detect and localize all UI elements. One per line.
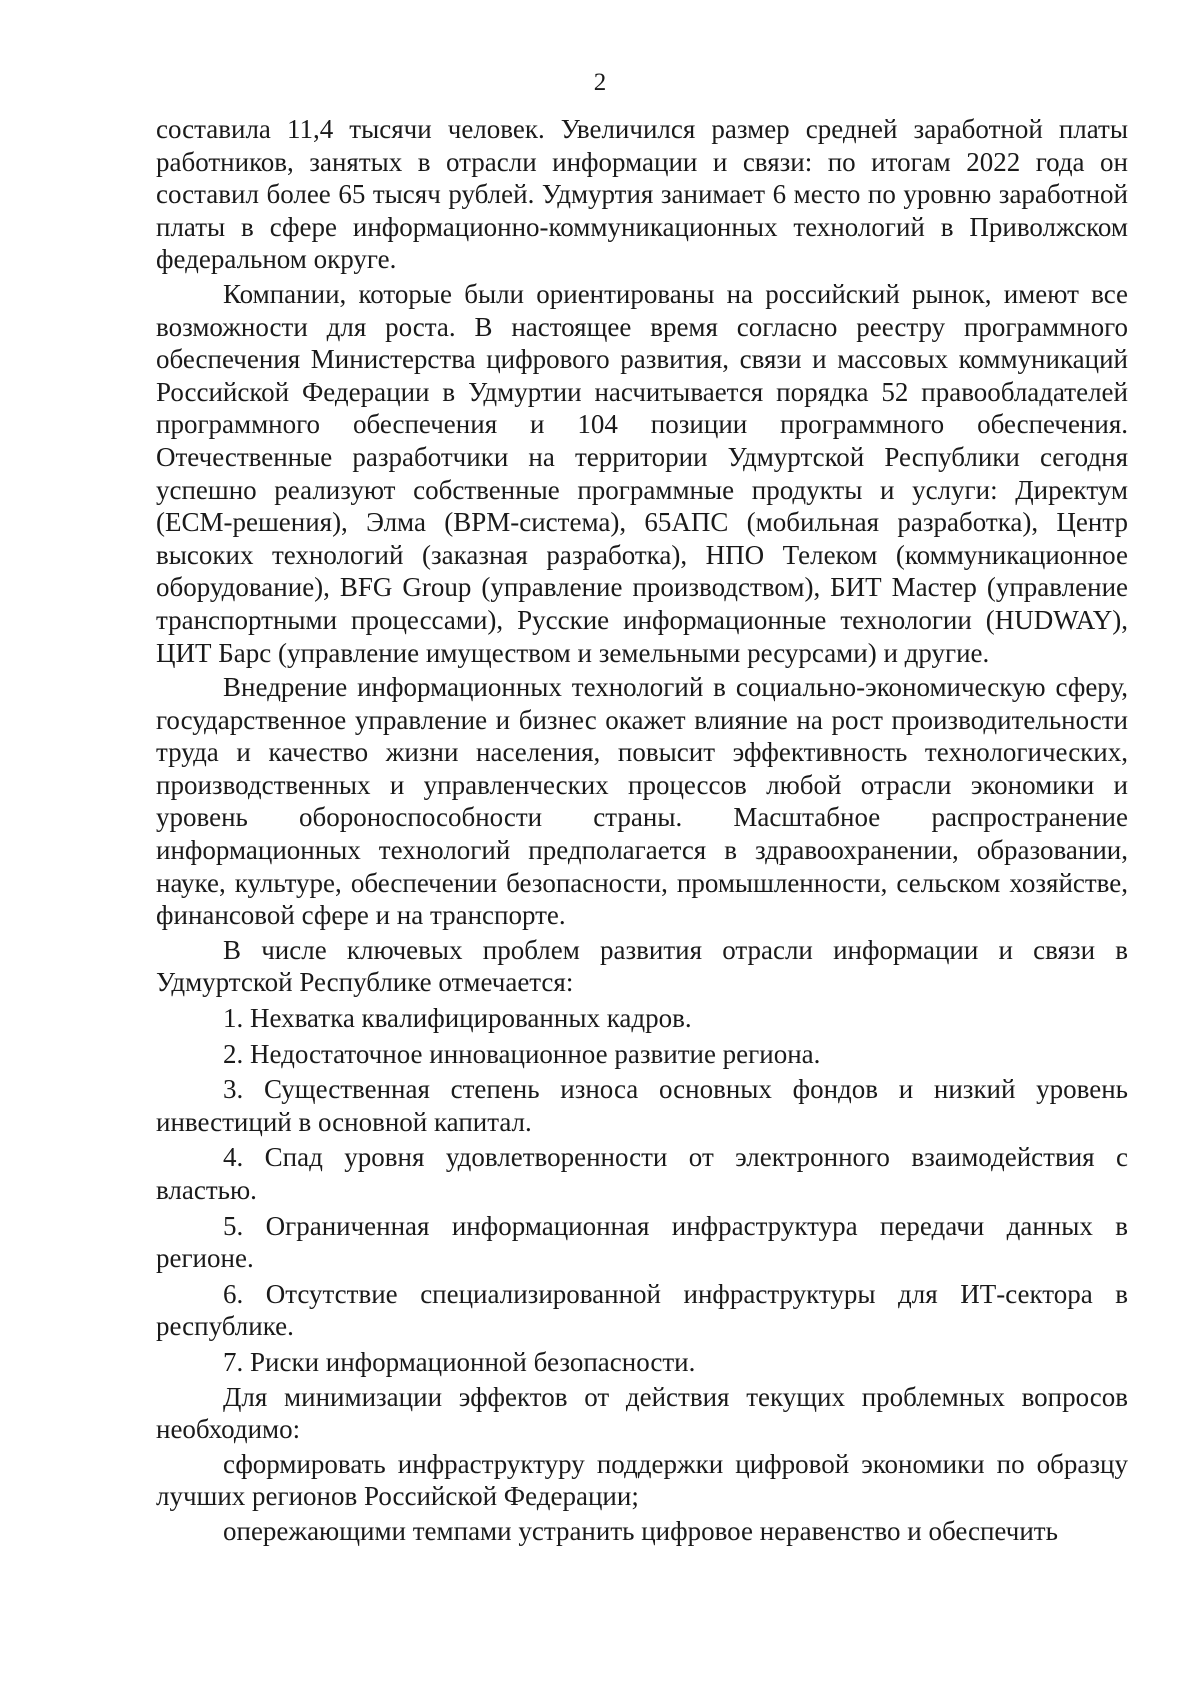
problem-list-item-5: 5. Ограниченная информационная инфраструктура передачи данных в регионе. <box>156 1210 1128 1274</box>
problem-list-item-1: 1. Нехватка квалифицированных кадров. <box>223 1003 692 1034</box>
paragraph-it-implementation: Внедрение информационных технологий в социально-экономическую сферу, государственное управление и бизнес окажет влияние на рост производительности труда и качество жизни населения, повысит эффективность технологических, производственных и управленческих процессов любой отрасли экономики и уровень обороноспособности страны. Масштабное распространение информационных технологий предполагается в здравоохранении, образовании, науке, культуре, обеспечении безопасности, промышленности, сельском хозяйстве, финансовой сфере и на транспорте. <box>156 672 1128 931</box>
document-body <box>156 113 1128 1548</box>
paragraph-minimization-intro: Для минимизации эффектов от действия текущих проблемных вопросов необходимо: <box>156 1381 1128 1445</box>
paragraph-digital-infrastructure: сформировать инфраструктуру поддержки цифровой экономики по образцу лучших регионов Российской Федерации; <box>156 1448 1128 1512</box>
problem-list-item-4: 4. Спад уровня удовлетворенности от электронного взаимодействия с властью. <box>156 1142 1128 1205</box>
problem-list-item-2: 2. Недостаточное инновационное развитие региона. <box>223 1038 821 1069</box>
problem-list-item-7: 7. Риски информационной безопасности. <box>223 1346 696 1377</box>
problem-list-item-3: 3. Существенная степень износа основных фондов и низкий уровень инвестиций в основной капитал. <box>156 1074 1128 1137</box>
paragraph-it-employment: составила 11,4 тысячи человек. Увеличился размер средней заработной платы работников, занятых в отрасли информации и связи: по итогам 2022 года он составил более 65 тысяч рублей. Удмуртия занимает 6 место по уровню заработной платы в сфере информационно-коммуникационных технологий в Приволжском федеральном округе. <box>156 114 1128 275</box>
problem-list-item-6: 6. Отсутствие специализированной инфраструктуры для ИТ-сектора в республике. <box>156 1278 1128 1342</box>
paragraph-key-problems-intro: В числе ключевых проблем развития отрасли информации и связи в Удмуртской Республике отмечается: <box>156 934 1128 998</box>
paragraph-digital-inequality: опережающими темпами устранить цифровое неравенство и обеспечить <box>223 1515 1058 1546</box>
page-number: 2 <box>593 69 607 96</box>
paragraph-companies: Компании, которые были ориентированы на российский рынок, имеют все возможности для роста. В настоящее время согласно реестру программного обеспечения Министерства цифрового развития, связи и массовых коммуникаций Российской Федерации в Удмуртии насчитывается порядка 52 правообладателей программного обеспечения и 104 позиции программного обеспечения. Отечественные разработчики на территории Удмуртской Республики сегодня успешно реализуют собственные программные продукты и услуги: Директум (ЕСМ-решения), Элма (ВРМ-система), 65АПС (мобильная разработка), Центр высоких технологий (заказная разработка), НПО Телеком (коммуникационное оборудование), BFG Group (управление производством), БИТ Мастер (управление транспортными процессами), Русские информационные технологии (HUDWAY), ЦИТ Барс (управление имуществом и земельными ресурсами) и другие. <box>156 278 1128 668</box>
